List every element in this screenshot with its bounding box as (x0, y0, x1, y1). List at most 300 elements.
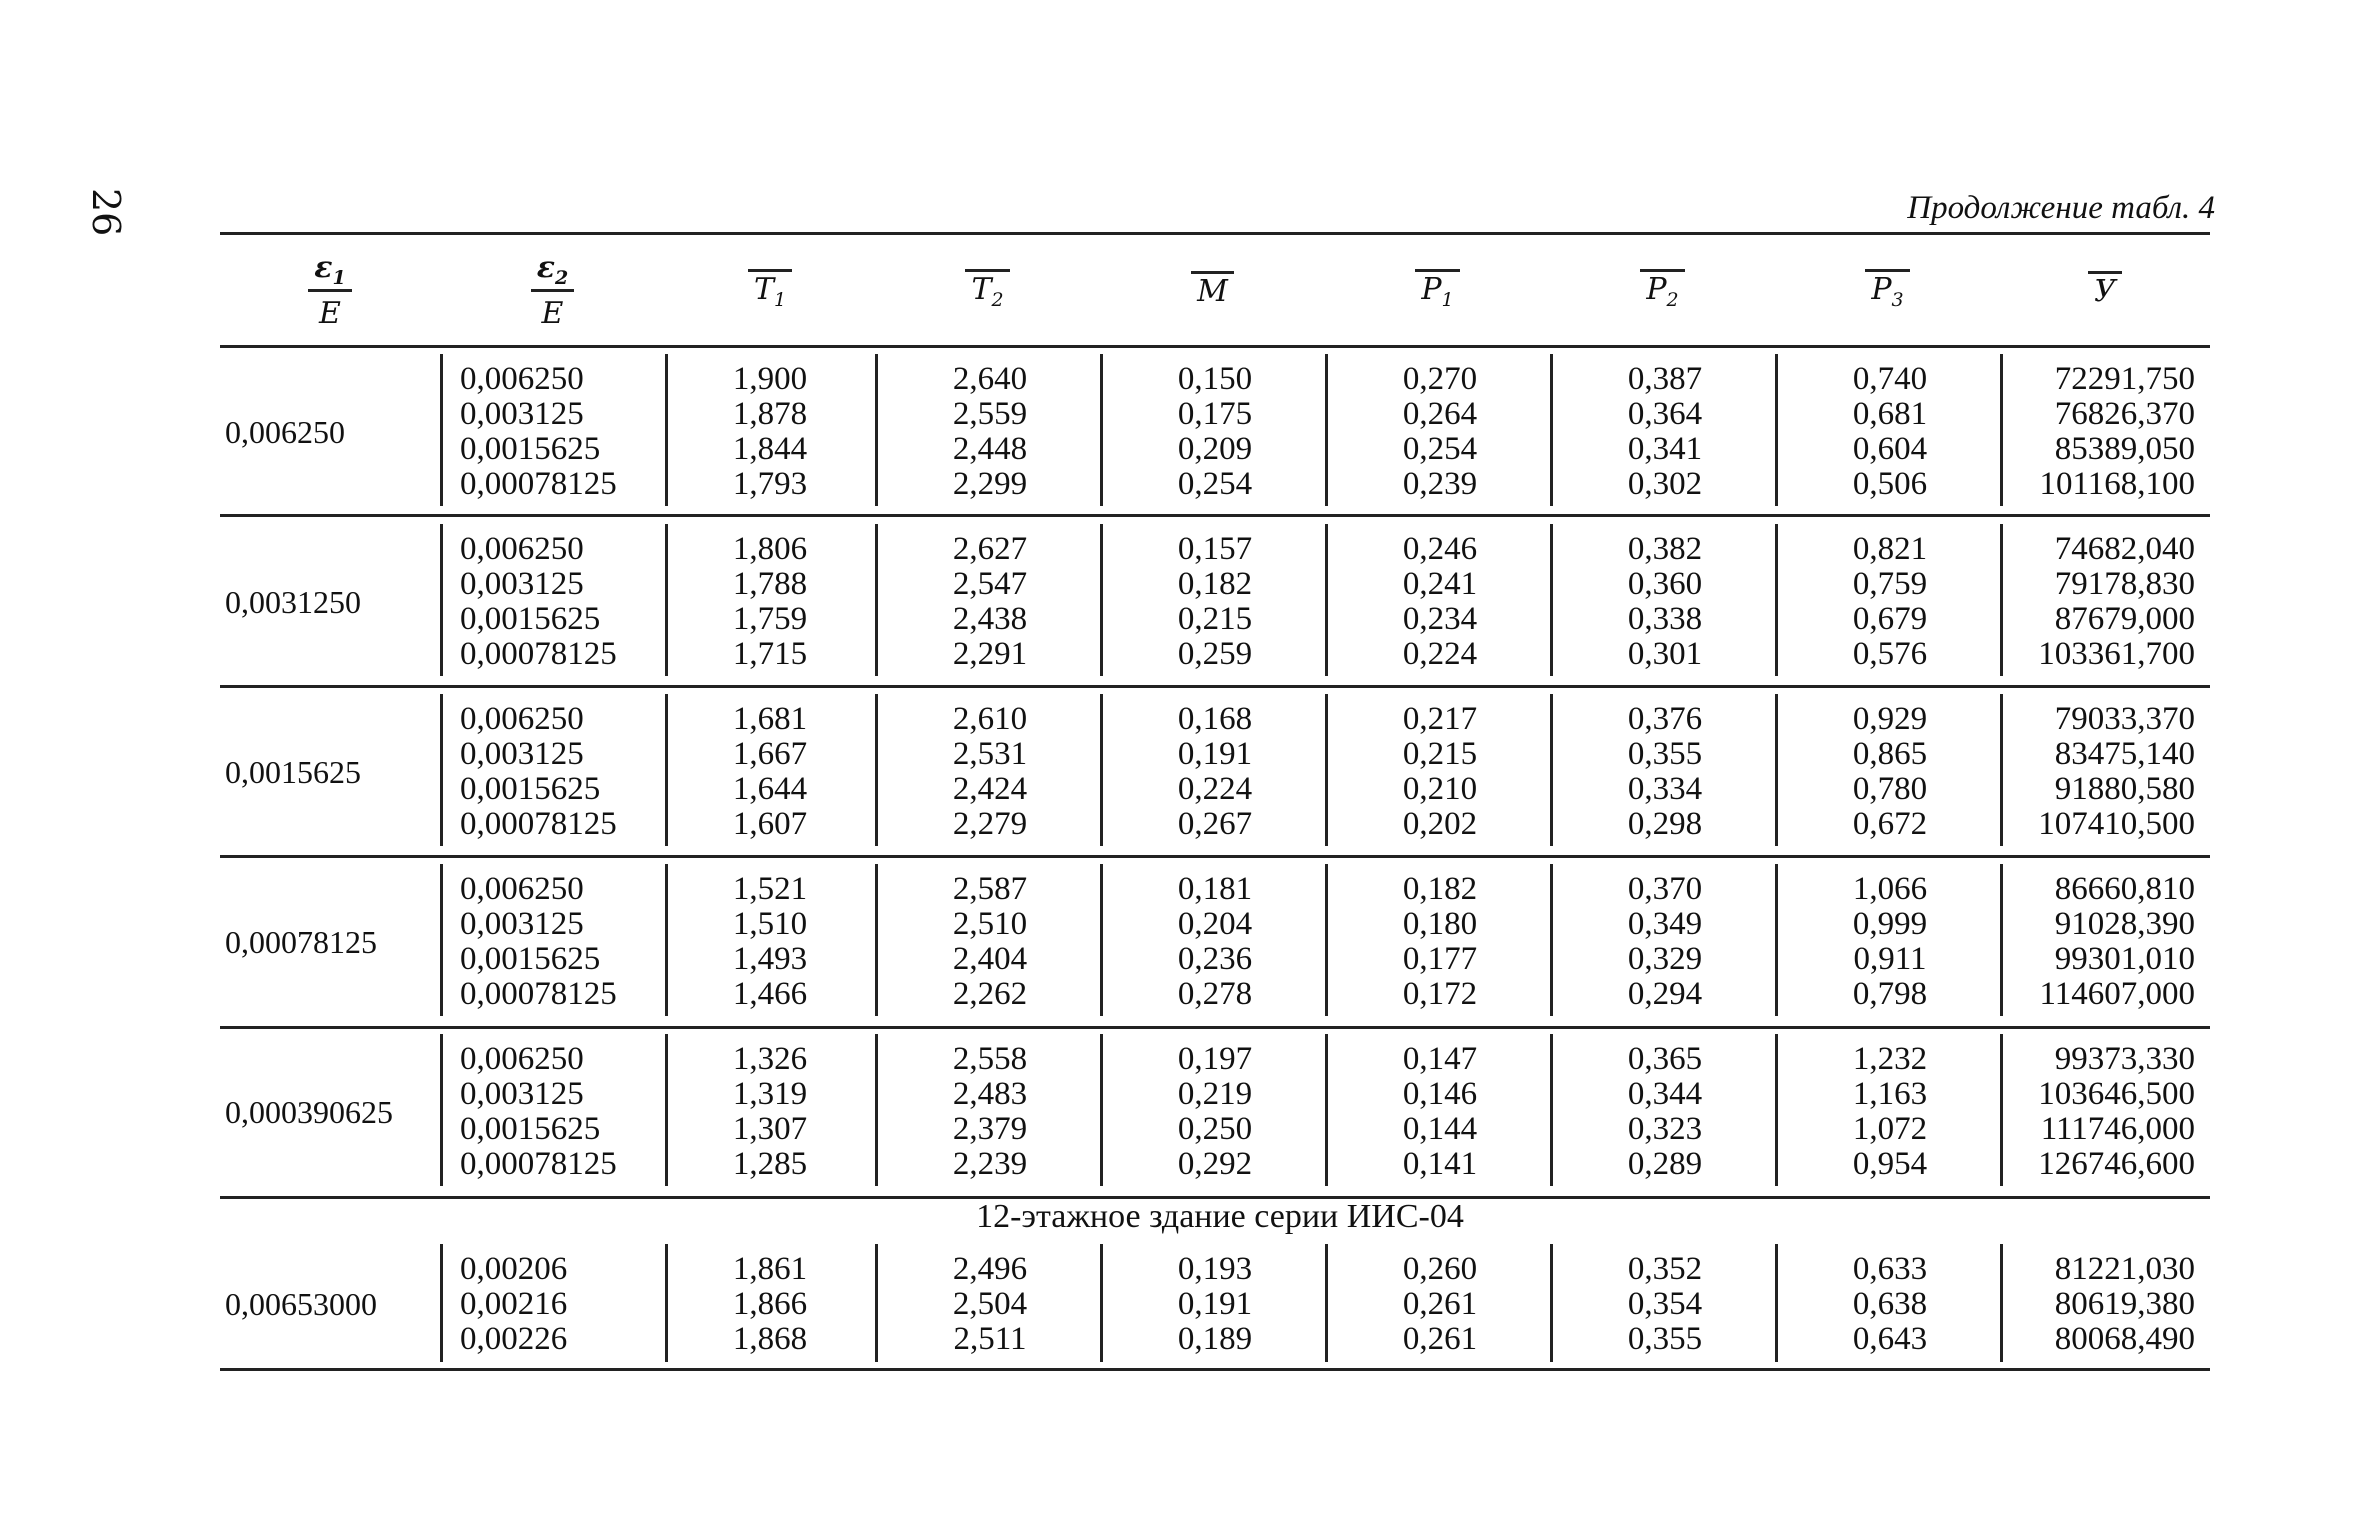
p3-cell (1785, 1042, 1995, 1182)
cell-value: 85389,050 (2054, 431, 2195, 467)
m-cell (1110, 872, 1320, 1012)
cell-value: 1,759 (732, 601, 808, 637)
cell-value: 0,365 (1627, 1041, 1703, 1077)
column-divider (1550, 524, 1553, 676)
t2-cell (885, 872, 1095, 1012)
cell-value: 0,260 (1402, 1251, 1478, 1287)
column-divider (2000, 1034, 2003, 1186)
table-top-rule (220, 232, 2210, 235)
cell-value: 83475,140 (2054, 736, 2195, 772)
cell-value: 1,319 (732, 1076, 808, 1112)
cell-value: 0,681 (1852, 396, 1928, 432)
column-divider (2000, 694, 2003, 846)
column-divider (1775, 1244, 1778, 1362)
cell-value: 0,182 (1402, 871, 1478, 907)
m-cell (1110, 1042, 1320, 1182)
cell-value: 0,278 (1177, 976, 1253, 1012)
cell-value: 2,448 (952, 431, 1028, 467)
column-divider (1550, 1244, 1553, 1362)
table-bottom-rule (220, 1368, 2210, 1371)
column-divider (440, 524, 443, 676)
p1-cell (1335, 1042, 1545, 1182)
cell-value: 0,604 (1852, 431, 1928, 467)
column-divider (875, 864, 878, 1016)
cell-value: 2,559 (952, 396, 1028, 432)
cell-value: 86660,810 (2054, 871, 2195, 907)
cell-value: 0,234 (1402, 601, 1478, 637)
cell-value: 79178,830 (2054, 566, 2195, 602)
cell-value: 0,302 (1627, 466, 1703, 502)
header-p2: $P_2$ (1550, 240, 1775, 340)
cell-value: 0,209 (1177, 431, 1253, 467)
cell-value: 1,644 (732, 771, 808, 807)
cell-value: 0,261 (1402, 1321, 1478, 1357)
cell-value: 0,254 (1177, 466, 1253, 502)
cell-value: 0,294 (1627, 976, 1703, 1012)
cell-value: 1,788 (732, 566, 808, 602)
header-bottom-rule (220, 345, 2210, 348)
group-divider (220, 855, 2210, 858)
cell-value: 0,506 (1852, 466, 1928, 502)
cell-value: 0,672 (1852, 806, 1928, 842)
t1-cell (670, 702, 870, 842)
cell-value: 0,370 (1627, 871, 1703, 907)
cell-value: 101168,100 (2039, 466, 2195, 502)
cell-value: 0,352 (1627, 1251, 1703, 1287)
e1-value: 0,00653000 (225, 1286, 377, 1322)
cell-value: 0,929 (1852, 701, 1928, 737)
cell-value: 0,182 (1177, 566, 1253, 602)
cell-value: 2,279 (952, 806, 1028, 842)
y-cell (2005, 702, 2195, 842)
cell-value: 2,424 (952, 771, 1028, 807)
t2-cell (885, 1042, 1095, 1182)
cell-value: 2,558 (952, 1041, 1028, 1077)
table-row-group (0, 1042, 2363, 1182)
cell-value: 74682,040 (2054, 531, 2195, 567)
cell-value: 1,232 (1852, 1041, 1928, 1077)
cell-value: 91880,580 (2054, 771, 2195, 807)
cell-value: 0,215 (1177, 601, 1253, 637)
t1-cell (670, 532, 870, 672)
cell-value: 0,376 (1627, 701, 1703, 737)
cell-value: 1,793 (732, 466, 808, 502)
cell-value: 0,865 (1852, 736, 1928, 772)
y-cell (2005, 362, 2195, 502)
p1-cell (1335, 362, 1545, 502)
cell-value: 2,547 (952, 566, 1028, 602)
cell-value: 1,163 (1852, 1076, 1928, 1112)
cell-value: 0,003125 (460, 566, 584, 602)
cell-value: 0,141 (1402, 1146, 1478, 1182)
cell-value: 0,00078125 (460, 636, 617, 672)
table-row-section (0, 1252, 2363, 1357)
cell-value: 0,0015625 (460, 431, 601, 467)
p2-cell (1560, 1252, 1770, 1357)
cell-value: 87679,000 (2054, 601, 2195, 637)
cell-value: 0,210 (1402, 771, 1478, 807)
header-e2: $\frac{\varepsilon_2}{E}$ (440, 240, 665, 340)
table-caption: Продолжение табл. 4 (1907, 190, 2215, 226)
cell-value: 0,204 (1177, 906, 1253, 942)
cell-value: 0,00216 (460, 1286, 568, 1322)
column-divider (2000, 354, 2003, 506)
cell-value: 0,006250 (460, 701, 584, 737)
cell-value: 76826,370 (2054, 396, 2195, 432)
cell-value: 0,261 (1402, 1286, 1478, 1322)
t1-cell (670, 362, 870, 502)
cell-value: 0,003125 (460, 1076, 584, 1112)
table-row-group (0, 532, 2363, 672)
e2-cell (460, 532, 660, 672)
cell-value: 0,172 (1402, 976, 1478, 1012)
p3-cell (1785, 532, 1995, 672)
group-divider (220, 1026, 2210, 1029)
p2-cell (1560, 532, 1770, 672)
cell-value: 0,679 (1852, 601, 1928, 637)
p3-cell (1785, 702, 1995, 842)
cell-value: 0,00206 (460, 1251, 568, 1287)
cell-value: 2,510 (952, 906, 1028, 942)
t2-cell (885, 362, 1095, 502)
cell-value: 0,954 (1852, 1146, 1928, 1182)
column-divider (665, 864, 668, 1016)
p2-cell (1560, 702, 1770, 842)
y-cell (2005, 872, 2195, 1012)
cell-value: 111746,000 (2040, 1111, 2195, 1147)
column-divider (1100, 354, 1103, 506)
cell-value: 1,066 (1852, 871, 1928, 907)
cell-value: 0,197 (1177, 1041, 1253, 1077)
column-divider (665, 524, 668, 676)
cell-value: 0,144 (1402, 1111, 1478, 1147)
column-divider (1325, 864, 1328, 1016)
column-divider (1325, 694, 1328, 846)
cell-value: 0,250 (1177, 1111, 1253, 1147)
e2-cell (460, 362, 660, 502)
e1-value: 0,0015625 (225, 753, 361, 790)
p2-cell (1560, 1042, 1770, 1182)
cell-value: 103361,700 (2038, 636, 2195, 672)
m-cell (1110, 362, 1320, 502)
m-cell (1110, 532, 1320, 672)
cell-value: 0,147 (1402, 1041, 1478, 1077)
p2-cell (1560, 872, 1770, 1012)
cell-value: 0,00078125 (460, 806, 617, 842)
cell-value: 1,607 (732, 806, 808, 842)
cell-value: 2,504 (952, 1286, 1028, 1322)
cell-value: 1,466 (732, 976, 808, 1012)
column-divider (1550, 864, 1553, 1016)
cell-value: 0,224 (1177, 771, 1253, 807)
cell-value: 99301,010 (2054, 941, 2195, 977)
cell-value: 0,202 (1402, 806, 1478, 842)
cell-value: 0,349 (1627, 906, 1703, 942)
cell-value: 0,236 (1177, 941, 1253, 977)
cell-value: 1,493 (732, 941, 808, 977)
cell-value: 0,0015625 (460, 771, 601, 807)
cell-value: 0,00078125 (460, 976, 617, 1012)
column-divider (875, 1034, 878, 1186)
cell-value: 1,307 (732, 1111, 808, 1147)
e1-value: 0,006250 (225, 413, 345, 450)
cell-value: 0,740 (1852, 361, 1928, 397)
cell-value: 0,301 (1627, 636, 1703, 672)
column-divider (1775, 354, 1778, 506)
cell-value: 2,511 (953, 1321, 1027, 1357)
column-divider (665, 354, 668, 506)
cell-value: 0,334 (1627, 771, 1703, 807)
header-t2: $T_2$ (875, 240, 1100, 340)
column-divider (665, 1244, 668, 1362)
cell-value: 0,355 (1627, 1321, 1703, 1357)
column-divider (1775, 1034, 1778, 1186)
cell-value: 0,168 (1177, 701, 1253, 737)
column-divider (665, 1034, 668, 1186)
cell-value: 0,006250 (460, 1041, 584, 1077)
cell-value: 2,496 (952, 1251, 1028, 1287)
cell-value: 0,006250 (460, 531, 584, 567)
column-divider (875, 1244, 878, 1362)
cell-value: 91028,390 (2054, 906, 2195, 942)
cell-value: 2,587 (952, 871, 1028, 907)
cell-value: 0,006250 (460, 361, 584, 397)
cell-value: 0,264 (1402, 396, 1478, 432)
y-cell (2005, 1042, 2195, 1182)
cell-value: 0,341 (1627, 431, 1703, 467)
column-divider (1550, 354, 1553, 506)
cell-value: 0,219 (1177, 1076, 1253, 1112)
p2-cell (1560, 362, 1770, 502)
header-m: M (1100, 240, 1325, 340)
header-p1: $P_1$ (1325, 240, 1550, 340)
header-y: У (2000, 240, 2210, 340)
column-divider (665, 694, 668, 846)
column-divider (1775, 524, 1778, 676)
cell-value: 0,911 (1853, 941, 1927, 977)
cell-value: 72291,750 (2054, 361, 2195, 397)
cell-value: 0,576 (1852, 636, 1928, 672)
cell-value: 2,379 (952, 1111, 1028, 1147)
column-divider (1550, 694, 1553, 846)
cell-value: 1,681 (732, 701, 808, 737)
cell-value: 0,289 (1627, 1146, 1703, 1182)
column-divider (1325, 1244, 1328, 1362)
column-divider (1550, 1034, 1553, 1186)
cell-value: 2,262 (952, 976, 1028, 1012)
table-row-group (0, 362, 2363, 502)
e2-cell (460, 702, 660, 842)
cell-value: 0,633 (1852, 1251, 1928, 1287)
page-number: 26 (84, 188, 128, 237)
y-cell (2005, 532, 2195, 672)
cell-value: 0,780 (1852, 771, 1928, 807)
e1-value: 0,000390625 (225, 1093, 393, 1130)
column-divider (440, 864, 443, 1016)
cell-value: 0,217 (1402, 701, 1478, 737)
cell-value: 0,191 (1177, 1286, 1253, 1322)
e2-cell (460, 872, 660, 1012)
cell-value: 0,00078125 (460, 1146, 617, 1182)
cell-value: 0,0015625 (460, 1111, 601, 1147)
cell-value: 1,900 (732, 361, 808, 397)
cell-value: 1,866 (732, 1286, 808, 1322)
cell-value: 1,667 (732, 736, 808, 772)
p1-cell (1335, 1252, 1545, 1357)
cell-value: 1,285 (732, 1146, 808, 1182)
column-divider (1100, 694, 1103, 846)
cell-value: 1,072 (1852, 1111, 1928, 1147)
group-divider (220, 685, 2210, 688)
column-divider (1100, 864, 1103, 1016)
cell-value: 2,291 (952, 636, 1028, 672)
column-divider (1775, 694, 1778, 846)
header-e1: $\frac{\varepsilon_1}{E}$ (225, 240, 435, 340)
column-divider (2000, 1244, 2003, 1362)
t2-cell (885, 1252, 1095, 1357)
cell-value: 107410,500 (2038, 806, 2195, 842)
cell-value: 0,193 (1177, 1251, 1253, 1287)
m-cell (1110, 702, 1320, 842)
column-divider (875, 694, 878, 846)
t1-cell (670, 1042, 870, 1182)
cell-value: 0,215 (1402, 736, 1478, 772)
column-divider (1100, 1244, 1103, 1362)
column-divider (440, 694, 443, 846)
cell-value: 99373,330 (2054, 1041, 2195, 1077)
cell-value: 80619,380 (2054, 1286, 2195, 1322)
cell-value: 0,146 (1402, 1076, 1478, 1112)
cell-value: 2,438 (952, 601, 1028, 637)
cell-value: 1,715 (732, 636, 808, 672)
cell-value: 0,180 (1402, 906, 1478, 942)
cell-value: 103646,500 (2038, 1076, 2195, 1112)
cell-value: 2,483 (952, 1076, 1028, 1112)
y-cell (2005, 1252, 2195, 1357)
cell-value: 0,003125 (460, 906, 584, 942)
cell-value: 0,323 (1627, 1111, 1703, 1147)
p1-cell (1335, 702, 1545, 842)
table-row-group (0, 702, 2363, 842)
cell-value: 0,175 (1177, 396, 1253, 432)
cell-value: 0,382 (1627, 531, 1703, 567)
column-divider (1325, 354, 1328, 506)
cell-value: 0,267 (1177, 806, 1253, 842)
column-divider (1325, 1034, 1328, 1186)
cell-value: 0,270 (1402, 361, 1478, 397)
header-p3: $P_3$ (1775, 240, 2000, 340)
cell-value: 0,157 (1177, 531, 1253, 567)
cell-value: 0,254 (1402, 431, 1478, 467)
p1-cell (1335, 532, 1545, 672)
cell-value: 80068,490 (2054, 1321, 2195, 1357)
cell-value: 0,355 (1627, 736, 1703, 772)
cell-value: 0,00226 (460, 1321, 568, 1357)
column-divider (440, 1034, 443, 1186)
cell-value: 2,404 (952, 941, 1028, 977)
cell-value: 0,003125 (460, 736, 584, 772)
p1-cell (1335, 872, 1545, 1012)
cell-value: 0,246 (1402, 531, 1478, 567)
header-t1: $T_1$ (665, 240, 875, 340)
cell-value: 1,878 (732, 396, 808, 432)
cell-value: 0,759 (1852, 566, 1928, 602)
cell-value: 2,610 (952, 701, 1028, 737)
column-divider (875, 354, 878, 506)
cell-value: 0,224 (1402, 636, 1478, 672)
cell-value: 114607,000 (2039, 976, 2195, 1012)
cell-value: 81221,030 (2054, 1251, 2195, 1287)
cell-value: 0,00078125 (460, 466, 617, 502)
cell-value: 0,0015625 (460, 601, 601, 637)
cell-value: 0,387 (1627, 361, 1703, 397)
cell-value: 0,338 (1627, 601, 1703, 637)
e2-cell (460, 1252, 660, 1357)
cell-value: 2,239 (952, 1146, 1028, 1182)
cell-value: 2,640 (952, 361, 1028, 397)
cell-value: 1,521 (732, 871, 808, 907)
t2-cell (885, 702, 1095, 842)
t1-cell (670, 872, 870, 1012)
cell-value: 0,360 (1627, 566, 1703, 602)
p3-cell (1785, 362, 1995, 502)
p3-cell (1785, 1252, 1995, 1357)
p3-cell (1785, 872, 1995, 1012)
cell-value: 0,189 (1177, 1321, 1253, 1357)
column-divider (440, 354, 443, 506)
cell-value: 0,638 (1852, 1286, 1928, 1322)
cell-value: 2,627 (952, 531, 1028, 567)
table-row-group (0, 872, 2363, 1012)
cell-value: 0,344 (1627, 1076, 1703, 1112)
cell-value: 79033,370 (2054, 701, 2195, 737)
cell-value: 0,191 (1177, 736, 1253, 772)
column-divider (440, 1244, 443, 1362)
column-divider (875, 524, 878, 676)
section-title: 12-этажное здание серии ИИС-04 (976, 1198, 1464, 1235)
cell-value: 1,510 (732, 906, 808, 942)
cell-value: 0,239 (1402, 466, 1478, 502)
cell-value: 0,354 (1627, 1286, 1703, 1322)
column-divider (2000, 524, 2003, 676)
cell-value: 1,806 (732, 531, 808, 567)
column-divider (1100, 524, 1103, 676)
cell-value: 0,298 (1627, 806, 1703, 842)
cell-value: 0,364 (1627, 396, 1703, 432)
cell-value: 0,150 (1177, 361, 1253, 397)
cell-value: 0,821 (1852, 531, 1928, 567)
cell-value: 0,003125 (460, 396, 584, 432)
m-cell (1110, 1252, 1320, 1357)
e1-value: 0,0031250 (225, 583, 361, 620)
cell-value: 2,531 (952, 736, 1028, 772)
column-divider (1775, 864, 1778, 1016)
cell-value: 0,259 (1177, 636, 1253, 672)
cell-value: 1,868 (732, 1321, 808, 1357)
e1-value: 0,00078125 (225, 923, 377, 960)
cell-value: 1,326 (732, 1041, 808, 1077)
cell-value: 0,177 (1402, 941, 1478, 977)
cell-value: 2,299 (952, 466, 1028, 502)
column-divider (2000, 864, 2003, 1016)
group-divider (220, 514, 2210, 517)
t1-cell (670, 1252, 870, 1357)
cell-value: 0,643 (1852, 1321, 1928, 1357)
cell-value: 0,999 (1852, 906, 1928, 942)
cell-value: 0,181 (1177, 871, 1253, 907)
cell-value: 0,0015625 (460, 941, 601, 977)
column-divider (1100, 1034, 1103, 1186)
